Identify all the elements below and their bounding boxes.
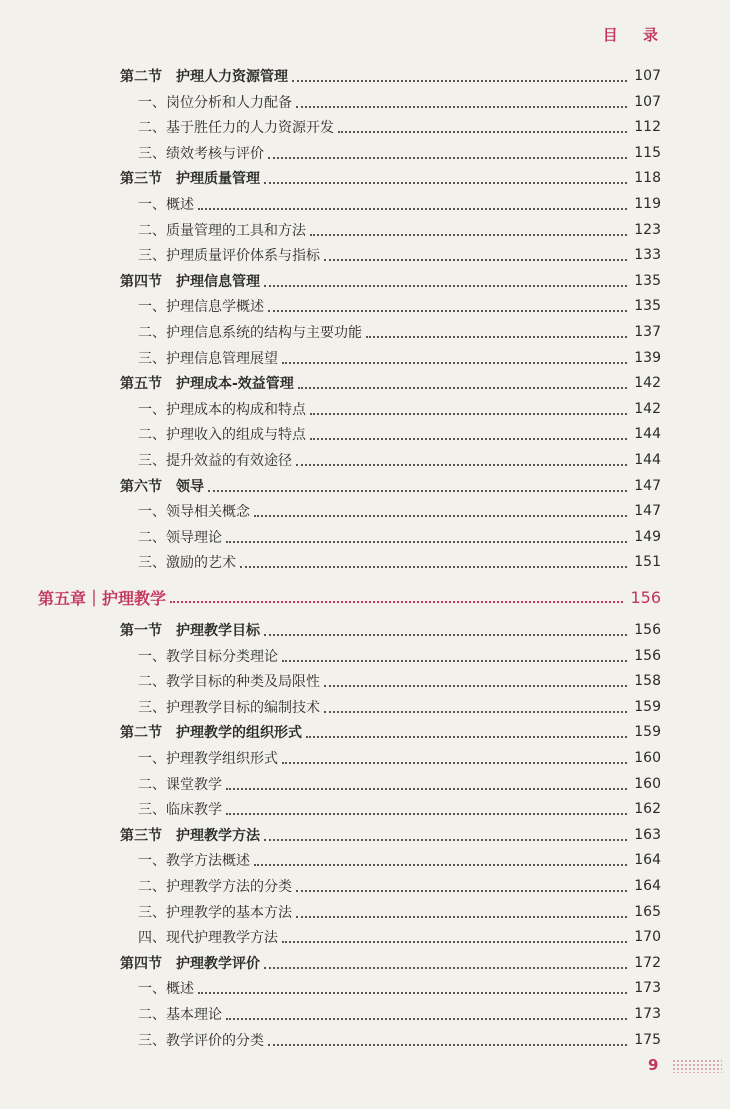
leader-dots bbox=[282, 362, 627, 364]
toc-entry-page: 165 bbox=[634, 903, 661, 920]
toc-section[interactable] bbox=[0, 269, 730, 293]
toc-entry-title: 第五章｜护理教学 bbox=[38, 588, 167, 608]
leader-dots bbox=[298, 387, 627, 389]
toc-entry-page: 175 bbox=[634, 1031, 661, 1048]
toc-entry-title: 二、课堂教学 bbox=[138, 776, 222, 793]
toc-entry-page: 112 bbox=[634, 119, 661, 136]
page-header: 目 录 bbox=[602, 26, 668, 44]
toc-item[interactable] bbox=[0, 1002, 730, 1026]
leader-dots bbox=[226, 813, 627, 815]
toc-entry-page: 139 bbox=[634, 349, 661, 366]
toc-section[interactable] bbox=[0, 618, 730, 642]
toc-entry-title: 二、基本理论 bbox=[138, 1007, 222, 1023]
leader-dots bbox=[254, 864, 627, 866]
toc-entry-page: 163 bbox=[634, 826, 661, 843]
toc-entry-page: 147 bbox=[634, 503, 661, 520]
toc-entry-title: 三、护理教学的基本方法 bbox=[138, 904, 292, 921]
leader-dots bbox=[282, 762, 627, 764]
leader-dots bbox=[282, 941, 627, 943]
leader-dots bbox=[268, 310, 627, 312]
leader-dots bbox=[264, 967, 627, 969]
toc-section[interactable] bbox=[0, 64, 730, 88]
toc-item[interactable] bbox=[0, 243, 730, 267]
toc-entry-page: 158 bbox=[634, 673, 661, 690]
toc-item[interactable] bbox=[0, 976, 730, 1000]
leader-dots bbox=[226, 541, 627, 543]
toc-item[interactable] bbox=[0, 422, 730, 446]
toc-entry-title: 三、护理教学目标的编制技术 bbox=[138, 699, 320, 716]
toc-section[interactable] bbox=[0, 371, 730, 395]
toc-item[interactable] bbox=[0, 874, 730, 898]
toc-entry-title: 四、现代护理教学方法 bbox=[138, 930, 278, 947]
toc-item[interactable] bbox=[0, 1028, 730, 1052]
toc-item[interactable] bbox=[0, 848, 730, 872]
toc-item[interactable] bbox=[0, 644, 730, 668]
toc-item[interactable] bbox=[0, 320, 730, 344]
leader-dots bbox=[310, 413, 627, 415]
toc-entry-title: 第四节 护理信息管理 bbox=[120, 273, 260, 290]
toc-entry-title: 三、提升效益的有效途径 bbox=[138, 453, 292, 469]
leader-dots bbox=[292, 80, 627, 82]
toc-entry-title: 第三节 护理教学方法 bbox=[120, 827, 260, 844]
toc-entry-title: 第五节 护理成本-效益管理 bbox=[120, 376, 294, 393]
toc-entry-title: 三、激励的艺术 bbox=[138, 555, 236, 572]
leader-dots bbox=[310, 234, 627, 236]
toc-entry-page: 147 bbox=[634, 477, 661, 494]
leader-dots bbox=[226, 788, 627, 790]
leader-dots bbox=[324, 259, 627, 261]
toc-section[interactable] bbox=[0, 474, 730, 498]
toc-item[interactable] bbox=[0, 695, 730, 719]
leader-dots bbox=[296, 890, 627, 892]
leader-dots bbox=[338, 131, 627, 133]
leader-dots bbox=[306, 736, 627, 738]
toc-entry-page: 123 bbox=[634, 221, 661, 238]
toc-entry-title: 一、教学目标分类理论 bbox=[138, 648, 278, 665]
toc-entry-title: 三、护理信息管理展望 bbox=[138, 350, 278, 367]
page-number: 9 bbox=[648, 1056, 659, 1074]
toc-entry-page: 115 bbox=[634, 144, 661, 161]
leader-dots bbox=[296, 916, 627, 918]
toc-entry-page: 156 bbox=[634, 647, 661, 664]
toc-item[interactable] bbox=[0, 346, 730, 370]
toc-entry-page: 160 bbox=[634, 750, 661, 766]
toc-entry-page: 151 bbox=[634, 554, 661, 571]
leader-dots bbox=[264, 634, 627, 636]
leader-dots bbox=[268, 157, 627, 159]
leader-dots bbox=[264, 839, 627, 841]
toc-item[interactable] bbox=[0, 90, 730, 114]
toc-entry-page: 135 bbox=[634, 272, 661, 289]
toc-entry-page: 107 bbox=[634, 68, 661, 84]
leader-dots bbox=[324, 685, 627, 687]
toc-entry-title: 二、领导理论 bbox=[138, 529, 222, 546]
leader-dots bbox=[198, 992, 627, 994]
toc-entry-page: 119 bbox=[634, 196, 661, 212]
toc-entry-page: 162 bbox=[634, 801, 661, 818]
toc-item[interactable] bbox=[0, 925, 730, 949]
toc-item[interactable] bbox=[0, 397, 730, 421]
toc-entry-title: 三、临床教学 bbox=[138, 802, 222, 819]
leader-dots bbox=[296, 106, 627, 108]
toc-item[interactable] bbox=[0, 192, 730, 216]
toc-entry-page: 160 bbox=[634, 775, 661, 792]
toc-entry-title: 一、岗位分析和人力配备 bbox=[138, 94, 292, 111]
toc-entry-page: 156 bbox=[634, 622, 661, 638]
toc-entry-page: 173 bbox=[634, 980, 661, 997]
toc-entry-title: 三、护理质量评价体系与指标 bbox=[138, 248, 320, 265]
toc-entry-title: 第六节 领导 bbox=[120, 478, 204, 495]
toc-entry-title: 一、领导相关概念 bbox=[138, 504, 250, 521]
toc-entry-page: 107 bbox=[634, 93, 661, 110]
toc-entry-page: 133 bbox=[634, 247, 661, 264]
toc-section[interactable] bbox=[0, 720, 730, 744]
toc-entry-page: 118 bbox=[634, 170, 661, 187]
leader-dots bbox=[170, 601, 623, 603]
toc-entry-page: 164 bbox=[634, 878, 661, 894]
toc-entry-title: 二、护理教学方法的分类 bbox=[138, 879, 292, 895]
toc-entry-title: 第二节 护理人力资源管理 bbox=[120, 69, 288, 85]
leader-dots bbox=[208, 490, 627, 492]
toc-entry-title: 一、护理教学组织形式 bbox=[138, 751, 278, 767]
leader-dots bbox=[226, 1018, 627, 1020]
toc-entry-page: 172 bbox=[634, 954, 661, 971]
leader-dots bbox=[268, 1044, 627, 1046]
toc-item[interactable] bbox=[0, 669, 730, 693]
toc-entry-title: 二、护理信息系统的结构与主要功能 bbox=[138, 325, 362, 341]
leader-dots bbox=[324, 711, 627, 713]
toc-section[interactable] bbox=[0, 166, 730, 190]
toc-section[interactable] bbox=[0, 823, 730, 847]
leader-dots bbox=[198, 208, 627, 210]
toc-entry-title: 二、教学目标的种类及局限性 bbox=[138, 674, 320, 691]
leader-dots bbox=[264, 285, 627, 287]
leader-dots bbox=[240, 566, 627, 568]
toc-entry-page: 144 bbox=[634, 452, 661, 468]
leader-dots bbox=[366, 336, 627, 338]
toc-entry-page: 137 bbox=[634, 324, 661, 340]
toc-item[interactable] bbox=[0, 448, 730, 472]
toc-entry-page: 149 bbox=[634, 528, 661, 545]
toc-item[interactable] bbox=[0, 797, 730, 821]
toc-entry-page: 142 bbox=[634, 375, 661, 392]
toc-entry-title: 二、质量管理的工具和方法 bbox=[138, 222, 306, 239]
toc-entry-page: 173 bbox=[634, 1006, 661, 1022]
toc-item[interactable] bbox=[0, 746, 730, 770]
toc-item[interactable] bbox=[0, 294, 730, 318]
toc-entry-page: 170 bbox=[634, 929, 661, 946]
toc-entry-title: 一、护理成本的构成和特点 bbox=[138, 401, 306, 418]
toc-entry-page: 156 bbox=[630, 587, 661, 607]
toc-entry-title: 第一节 护理教学目标 bbox=[120, 623, 260, 639]
toc-item[interactable] bbox=[0, 900, 730, 924]
leader-dots bbox=[310, 438, 627, 440]
toc-entry-title: 一、教学方法概述 bbox=[138, 853, 250, 870]
toc-item[interactable] bbox=[0, 218, 730, 242]
toc-entry-page: 144 bbox=[634, 426, 661, 443]
toc-entry-title: 二、护理收入的组成与特点 bbox=[138, 427, 306, 444]
leader-dots bbox=[296, 464, 627, 466]
toc-entry-title: 第二节 护理教学的组织形式 bbox=[120, 725, 302, 742]
toc-item[interactable] bbox=[0, 525, 730, 549]
toc-entry-page: 142 bbox=[634, 400, 661, 417]
toc-item[interactable] bbox=[0, 550, 730, 574]
toc-entry-title: 一、概述 bbox=[138, 197, 194, 213]
toc-item[interactable] bbox=[0, 115, 730, 139]
decorative-dot-pattern bbox=[672, 1059, 722, 1073]
toc-entry-page: 164 bbox=[634, 852, 661, 869]
toc-entry-title: 三、教学评价的分类 bbox=[138, 1032, 264, 1049]
toc-entry-title: 一、概述 bbox=[138, 981, 194, 998]
toc-entry-page: 159 bbox=[634, 698, 661, 715]
toc-entry-title: 第四节 护理教学评价 bbox=[120, 955, 260, 972]
toc-entry-title: 第三节 护理质量管理 bbox=[120, 171, 260, 188]
toc-entry-title: 三、绩效考核与评价 bbox=[138, 145, 264, 162]
toc-item[interactable] bbox=[0, 499, 730, 523]
toc-entry-page: 159 bbox=[634, 724, 661, 741]
leader-dots bbox=[264, 182, 627, 184]
toc-item[interactable] bbox=[0, 772, 730, 796]
toc-entry-title: 一、护理信息学概述 bbox=[138, 299, 264, 316]
toc-chapter[interactable] bbox=[0, 582, 730, 612]
leader-dots bbox=[282, 660, 627, 662]
toc-item[interactable] bbox=[0, 141, 730, 165]
toc-entry-title: 二、基于胜任力的人力资源开发 bbox=[138, 120, 334, 137]
leader-dots bbox=[254, 515, 627, 517]
toc-entry-page: 135 bbox=[634, 298, 661, 315]
toc-section[interactable] bbox=[0, 951, 730, 975]
